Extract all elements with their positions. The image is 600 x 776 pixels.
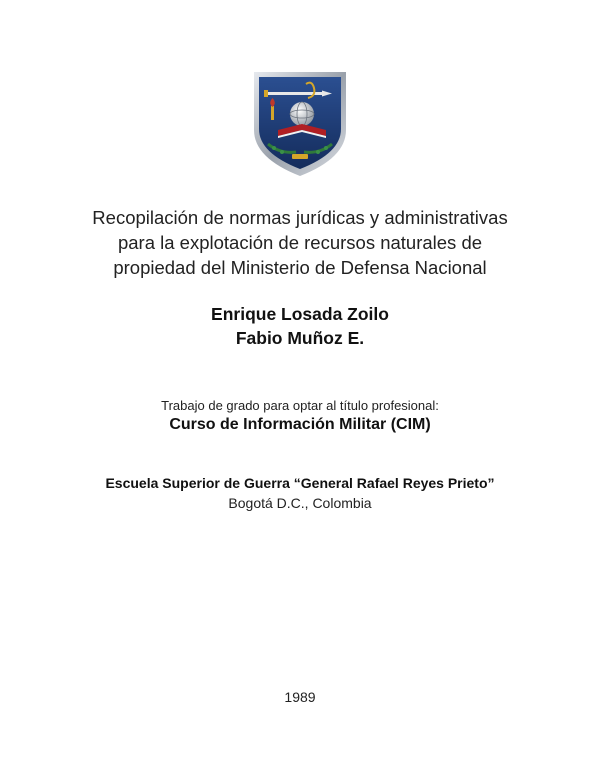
document-title xyxy=(40,205,560,280)
degree-purpose: Trabajo de grado para optar al título profesional: xyxy=(161,398,439,413)
title-line-2: para la explotación de recursos naturales de xyxy=(117,232,483,253)
publication-year: 1989 xyxy=(284,689,316,705)
author-2: Fabio Muñoz E. xyxy=(235,328,365,348)
title-line-1: Recopilación de normas jurídicas y administrativas xyxy=(92,207,508,228)
title-line-3: propiedad del Ministerio de Defensa Nacional xyxy=(113,257,487,278)
course-name: Curso de Información Militar (CIM) xyxy=(169,416,431,433)
authors-block xyxy=(40,302,560,350)
author-1: Enrique Losada Zoilo xyxy=(211,304,389,324)
school-name: Escuela Superior de Guerra “General Rafael Reyes Prieto” xyxy=(105,475,495,491)
city-country: Bogotá D.C., Colombia xyxy=(228,495,372,511)
shield-crest-icon xyxy=(250,68,350,178)
